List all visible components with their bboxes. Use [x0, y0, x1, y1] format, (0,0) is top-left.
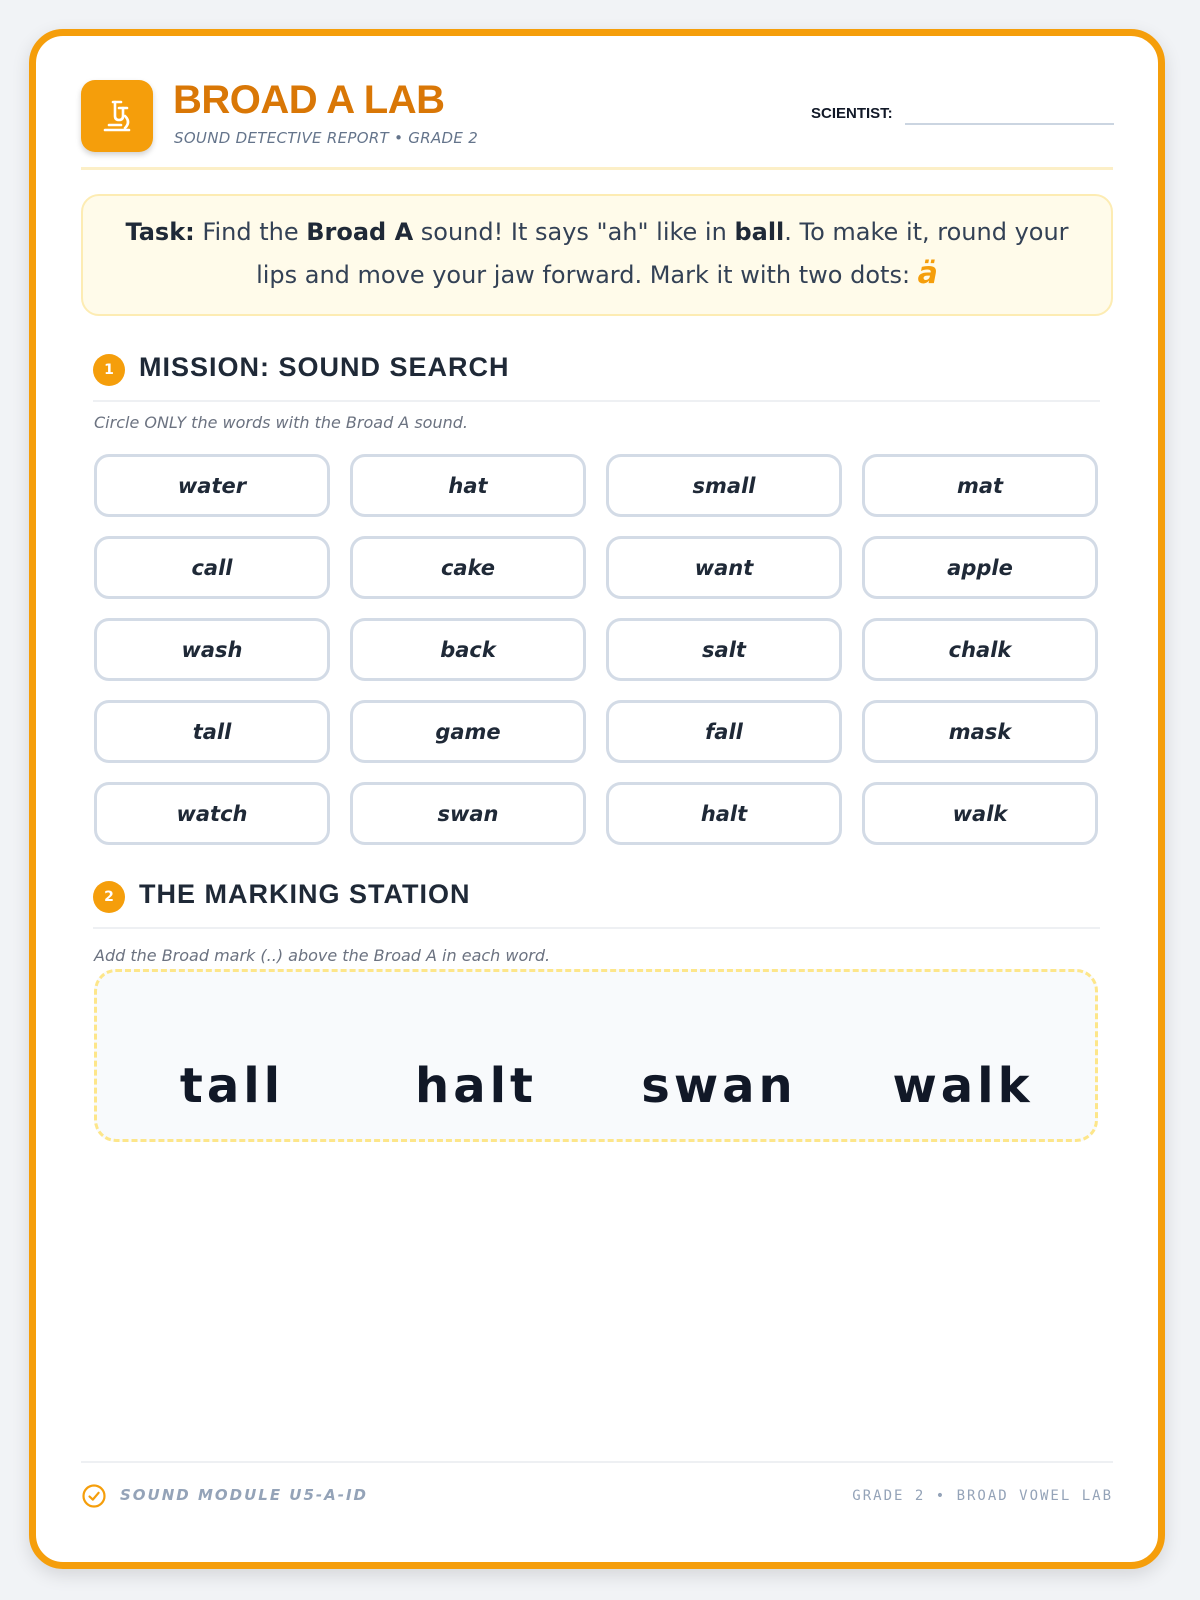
marking-word[interactable]: walk	[892, 1058, 1034, 1114]
marking-word[interactable]: swan	[641, 1058, 797, 1114]
header	[81, 74, 1113, 170]
word-card[interactable]: watch	[94, 782, 330, 845]
word-card[interactable]: want	[606, 536, 842, 599]
task-text: Find the	[194, 218, 307, 246]
section-number-badge: 2	[93, 881, 125, 913]
word-card[interactable]: apple	[862, 536, 1098, 599]
section-sound-search-header	[93, 354, 1100, 402]
word-card[interactable]: game	[350, 700, 586, 763]
word-card[interactable]: walk	[862, 782, 1098, 845]
word-card[interactable]: water	[94, 454, 330, 517]
word-card[interactable]: cake	[350, 536, 586, 599]
section-title: THE MARKING STATION	[139, 879, 471, 909]
broad-a-mark: ä	[917, 256, 938, 291]
task-text: sound! It says "ah" like in	[413, 218, 735, 246]
section-title: MISSION: SOUND SEARCH	[139, 352, 510, 382]
page-title: BROAD A LAB	[173, 78, 445, 122]
worksheet	[29, 29, 1165, 1569]
word-card[interactable]: tall	[94, 700, 330, 763]
word-card[interactable]: halt	[606, 782, 842, 845]
word-card[interactable]: hat	[350, 454, 586, 517]
task-bold-broad-a: Broad A	[306, 218, 414, 246]
marking-word[interactable]: halt	[415, 1058, 537, 1114]
word-card[interactable]: back	[350, 618, 586, 681]
scientist-label: SCIENTIST:	[811, 105, 893, 122]
section-marking-station-header	[93, 881, 1100, 929]
word-card[interactable]: call	[94, 536, 330, 599]
task-box	[81, 194, 1113, 316]
word-card[interactable]: salt	[606, 618, 842, 681]
word-card[interactable]: mask	[862, 700, 1098, 763]
footer	[81, 1461, 1113, 1521]
page-subtitle: SOUND DETECTIVE REPORT • GRADE 2	[174, 129, 479, 147]
task-bold-ball: ball	[734, 218, 785, 246]
word-card[interactable]: small	[606, 454, 842, 517]
section-number-badge: 1	[93, 354, 125, 386]
marking-word[interactable]: tall	[179, 1058, 285, 1114]
word-card[interactable]: mat	[862, 454, 1098, 517]
word-card[interactable]: chalk	[862, 618, 1098, 681]
word-card[interactable]: fall	[606, 700, 842, 763]
scientist-name-line[interactable]	[905, 123, 1114, 125]
check-circle-icon	[81, 1483, 107, 1513]
word-grid	[94, 454, 1098, 845]
microscope-icon	[81, 80, 153, 152]
footer-course-label: GRADE 2 • BROAD VOWEL LAB	[852, 1488, 1113, 1504]
section-instruction: Circle ONLY the words with the Broad A sound.	[94, 413, 468, 432]
task-text: . To make it, round your lips and move your jaw forward. Mark it with two dots:	[256, 218, 1069, 289]
footer-module-id: SOUND MODULE U5-A-ID	[120, 1486, 369, 1504]
word-card[interactable]: wash	[94, 618, 330, 681]
section-instruction: Add the Broad mark (..) above the Broad A in each word.	[94, 946, 551, 965]
marking-station-box	[94, 969, 1098, 1142]
word-card[interactable]: swan	[350, 782, 586, 845]
task-label: Task:	[125, 218, 195, 246]
